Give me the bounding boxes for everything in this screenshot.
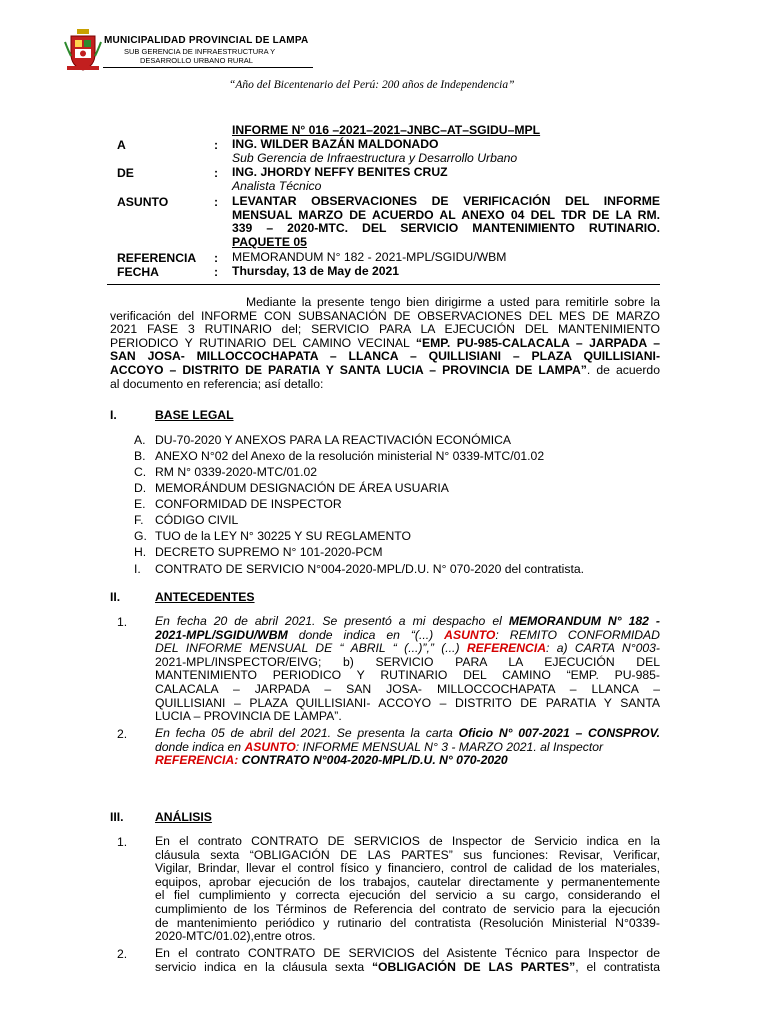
analysis-item-number: 1. [117, 835, 128, 849]
background-item-1: En fecha 20 de abril 2021. Se presentó a mi despacho el MEMORANDUM N° 182 - 2021-MPL/SGIDU/WBM donde indica en “(...) ASUNTO: REMITO CONFORMIDAD DEL INFORME MENSUAL DE “ ABRIL “ (...)”,” (...) REFERENCIA: a) CARTA N°003- 2021-MPL/INSPECTOR/EIVG; b) SERVICIO PARA LA EJECUCIÓN DEL MANTENIMIENTO PERIODICO Y RUTINARIO DEL CAMINO “EMP. PU-985- CALACALA – JARPADA – SAN JOSA- MILLOCCOCHAPATA – LLANCA – QUILLISIANI – PLAZA QUILLISIANI- ACCOYO – DISTRITO DE PARATIA Y SANTA LUCIA – PROVINCIA DE LAMPA”. [155, 614, 660, 724]
legal-item-letter: D. [134, 481, 147, 495]
from-label: DE [117, 166, 134, 180]
date-value: Thursday, 13 de May de 2021 [232, 264, 400, 278]
intro-line: SAN JOSA- MILLOCCOCHAPATA – LLANCA – QUILLISIANI – PLAZA QUILLISIANI- [110, 349, 660, 364]
reference-colon: : [214, 251, 219, 265]
legal-item-letter: A. [134, 433, 146, 447]
municipal-crest-logo [63, 28, 103, 72]
to-role: Sub Gerencia de Infraestructura y Desarrollo Urbano [232, 151, 518, 165]
subject-line: MENSUAL MARZO DE ACUERDO AL ANEXO 04 DEL TDR DE LA RM. [232, 207, 660, 222]
section-2-number: II. [110, 590, 121, 604]
header-divider [103, 67, 313, 68]
legal-item-text: RM N° 0339-2020-MTC/01.02 [155, 465, 318, 479]
section-3-number: III. [110, 810, 124, 824]
subject-line: 339 – 2020-MTC. DEL SERVICIO MANTENIMIENTO RUTINARIO. [232, 221, 660, 236]
legal-item-letter: E. [134, 497, 146, 511]
from-role: Analista Técnico [232, 179, 322, 193]
legal-item-text: CONTRATO DE SERVICIO N°004-2020-MPL/D.U. N° 070-2020 del contratista. [155, 562, 585, 576]
from-colon: : [214, 166, 219, 180]
date-colon: : [214, 265, 219, 279]
section-3-title: ANÁLISIS [155, 810, 212, 824]
analysis-item-1: En el contrato CONTRATO DE SERVICIOS de Inspector de Servicio indica en la cláusula sexta “OBLIGACIÓN DE LAS PARTES” sus funciones: Revisar, Verificar, Vigilar, Brindar, llevar el control físico y financiero, control de calidad de los materiales, equipos, aprobar ejecución de los trabajos, cautelar directamente y permanentemente el fiel cumplimiento y correcta ejecución del servicio a su cargo, considerando el cumplimiento de los Términos de Referencia del contrato de servicio para la ejecución de mantenimiento periódico y rutinario del contratista (Resolución Ministerial N°0339- 2020-MTC/01.02),entre otros. [155, 834, 660, 944]
org-subunit-line2: DESARROLLO URBANO RURAL [140, 56, 253, 65]
legal-item-text: CONFORMIDAD DE INSPECTOR [155, 497, 342, 511]
year-motto: “Año del Bicentenario del Perú: 200 años de Independencia” [229, 79, 515, 91]
reference-label: REFERENCIA [117, 251, 197, 265]
subject-package: PAQUETE 05 [232, 234, 307, 249]
analysis-item-number: 2. [117, 947, 128, 961]
subject-colon: : [214, 195, 219, 209]
legal-item-letter: C. [134, 465, 147, 479]
to-name: ING. WILDER BAZÁN MALDONADO [232, 137, 439, 151]
intro-line: al documento en referencia; así detallo: [110, 376, 324, 391]
to-colon: : [214, 138, 219, 152]
subject-line: LEVANTAR OBSERVACIONES DE VERIFICACIÓN DEL INFORME [232, 194, 660, 208]
legal-item-letter: H. [134, 545, 147, 559]
intro-line: Mediante la presente tengo bien dirigirme a usted para remitirle sobre la [246, 295, 660, 309]
legal-item-text: ANEXO N°02 del Anexo de la resolución ministerial N° 0339-MTC/01.02 [155, 449, 545, 463]
reference-value: MEMORANDUM N° 182 - 2021-MPL/SGIDU/WBM [232, 250, 507, 264]
legal-item-letter: F. [134, 513, 144, 527]
legal-item-letter: G. [134, 529, 147, 543]
legal-item-text: DU-70-2020 Y ANEXOS PARA LA REACTIVACIÓN ECONÓMICA [155, 433, 512, 447]
legal-item-letter: I. [134, 562, 141, 576]
legal-item-text: DECRETO SUPREMO N° 101-2020-PCM [155, 545, 383, 559]
legal-item-text: CÓDIGO CIVIL [155, 513, 239, 527]
from-name: ING. JHORDY NEFFY BENITES CRUZ [232, 165, 448, 179]
intro-line: 2021 FASE 3 RUTINARIO del; SERVICIO PARA LA EJECUCIÓN DEL MANTENIMIENTO [110, 322, 660, 337]
legal-item-text: MEMORÁNDUM DESIGNACIÓN DE ÁREA USUARIA [155, 481, 449, 495]
to-label: A [117, 138, 126, 152]
legal-item-letter: B. [134, 449, 146, 463]
org-name: MUNICIPALIDAD PROVINCIAL DE LAMPA [104, 35, 309, 46]
section-1-title: BASE LEGAL [155, 408, 234, 422]
report-number: INFORME N° 016 –2021–2021–JNBC–AT–SGIDU–MPL [232, 123, 541, 137]
analysis-item-2: En el contrato CONTRATO DE SERVICIOS del Asistente Técnico para Inspector de servicio indica en la cláusula sexta “OBLIGACIÓN DE LAS PARTES”, el contratista [155, 946, 661, 974]
header-separator [107, 284, 660, 285]
org-subunit-line1: SUB GERENCIA DE INFRAESTRUCTURA Y [124, 47, 276, 56]
intro-paragraph [110, 296, 660, 391]
background-item-number: 1. [117, 615, 128, 629]
subject-text [232, 195, 660, 249]
legal-item-text: TUO de la LEY N° 30225 Y SU REGLAMENTO [155, 529, 411, 543]
background-item-2: En fecha 05 de abril del 2021. Se presenta la carta Oficio N° 007-2021 – CONSPROV. donde indica en ASUNTO: INFORME MENSUAL N° 3 - MARZO 2021. al Inspector REFERENCIA: CONTRATO N°004-2020-MPL/D.U. N° 070-2020 [155, 726, 660, 768]
intro-line: ACCOYO – DISTRITO DE PARATIA Y SANTA LUCIA – PROVINCIA DE LAMPA”. de acuerdo [110, 362, 660, 377]
background-item-number: 2. [117, 727, 128, 741]
date-label: FECHA [117, 265, 159, 279]
intro-line: verificación del INFORME CON SUBSANACIÓN DE OBSERVACIONES DEL MES DE MARZO [110, 308, 660, 323]
section-2-title: ANTECEDENTES [155, 590, 255, 604]
intro-line: PERIODICO Y RUTINARIO DEL CAMINO VECINAL “EMP. PU-985-CALACALA – JARPADA – [110, 335, 660, 350]
subject-label: ASUNTO [117, 195, 169, 209]
section-1-number: I. [110, 408, 117, 422]
